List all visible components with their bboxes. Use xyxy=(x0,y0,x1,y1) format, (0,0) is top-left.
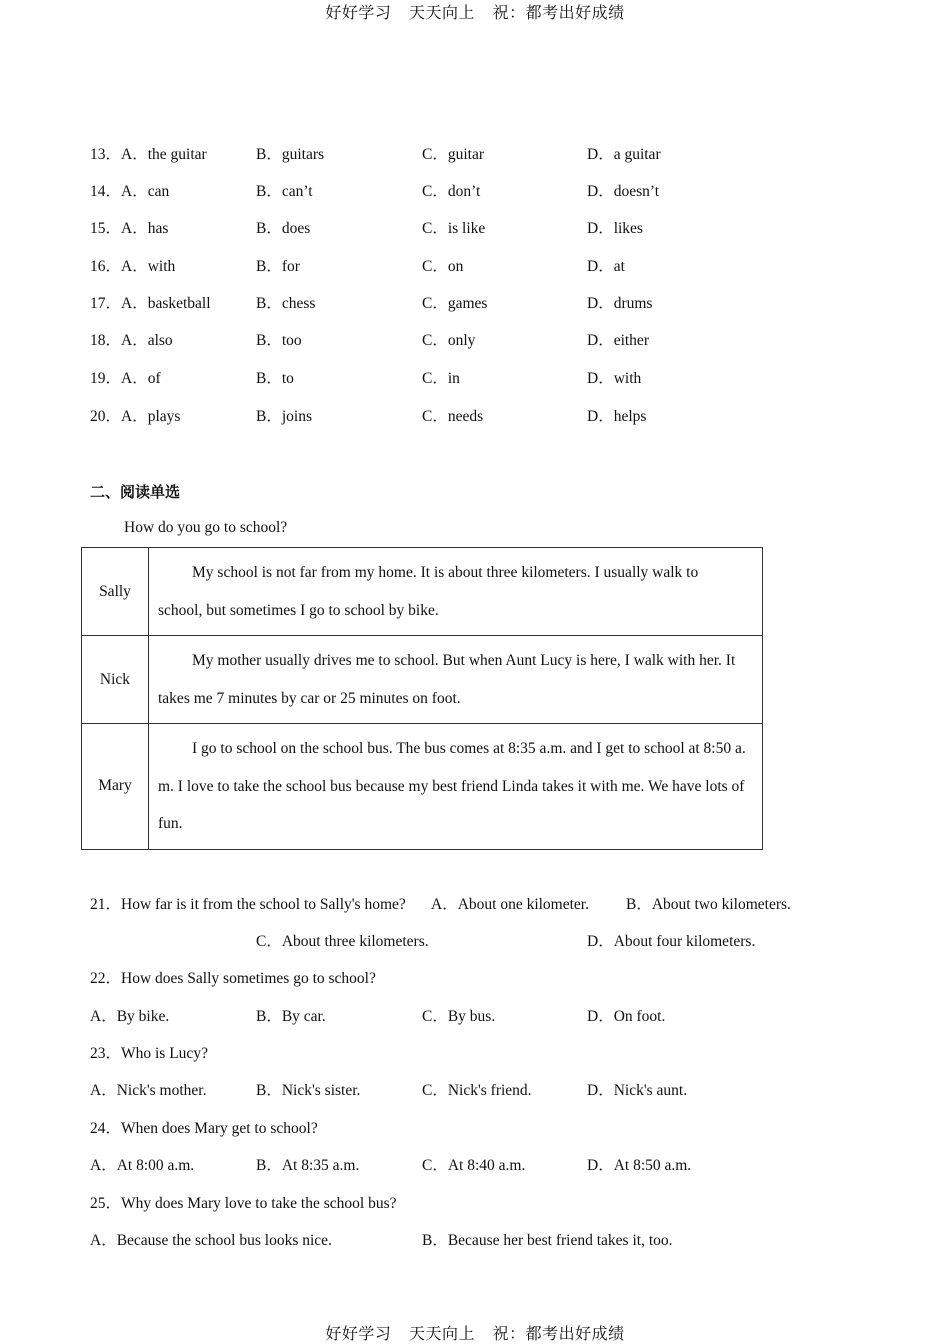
option-b: B．can’t xyxy=(256,183,313,200)
option-a: A．Because the school bus looks nice. xyxy=(90,1232,332,1249)
option-b: B．About two kilometers. xyxy=(626,896,791,913)
option-row xyxy=(90,1156,890,1176)
question-number: 13． xyxy=(90,146,122,163)
option-c: C．only xyxy=(422,332,476,349)
footer-text: 祝：都考出好成绩 xyxy=(492,1324,625,1343)
option-b: B．too xyxy=(256,332,302,349)
option-a xyxy=(90,182,169,202)
header-text: 好好学习 xyxy=(325,3,392,22)
option-c: C．don’t xyxy=(422,183,481,200)
question-stem: 22．How does Sally sometimes go to school? xyxy=(90,970,376,987)
page-footer xyxy=(0,1321,950,1344)
option-a xyxy=(90,407,180,427)
header-text: 祝：都考出好成绩 xyxy=(492,3,625,22)
person-name: Nick xyxy=(82,636,149,724)
option-a: A．At 8:00 a.m. xyxy=(90,1157,195,1174)
option-d: D．doesn’t xyxy=(587,183,660,200)
person-name: Sally xyxy=(82,548,149,636)
option-a: A．About one kilometer. xyxy=(431,896,589,913)
question-number: 16． xyxy=(90,258,122,275)
option-a: A．By bike. xyxy=(90,1008,170,1025)
person-name: Mary xyxy=(82,724,149,850)
option-d: D．helps xyxy=(587,408,647,425)
option-a xyxy=(90,257,175,277)
option-b: B．At 8:35 a.m. xyxy=(256,1157,360,1174)
option-b: B．for xyxy=(256,258,300,275)
table-row xyxy=(82,724,763,850)
option-d: D．drums xyxy=(587,295,653,312)
passage-text-content: My school is not far from my home. It is about three kilometers. I usually walk to school, but sometimes I go to school by bike. xyxy=(158,564,699,619)
question-number: 20． xyxy=(90,408,122,425)
option-c: C．At 8:40 a.m. xyxy=(422,1157,526,1174)
option-b: B．By car. xyxy=(256,1008,326,1025)
option-text: A．the guitar xyxy=(121,146,207,163)
option-row xyxy=(90,407,890,427)
option-c: C．guitar xyxy=(422,146,484,163)
question-number: 17． xyxy=(90,295,122,312)
option-row xyxy=(90,257,890,277)
option-text: A．has xyxy=(121,220,169,237)
option-d: D．a guitar xyxy=(587,146,661,163)
option-text: A．of xyxy=(121,370,161,387)
footer-text: 天天向上 xyxy=(408,1324,475,1343)
table-row xyxy=(82,548,763,636)
footer-text: 好好学习 xyxy=(325,1324,392,1343)
option-b: B．Because her best friend takes it, too. xyxy=(422,1232,673,1249)
option-text: A．plays xyxy=(121,408,181,425)
option-text: A．can xyxy=(121,183,170,200)
header-text: 天天向上 xyxy=(408,3,475,22)
option-c: C．on xyxy=(422,258,464,275)
option-text: A．with xyxy=(121,258,176,275)
option-row xyxy=(90,369,890,389)
option-b: B．chess xyxy=(256,295,316,312)
option-a xyxy=(90,369,161,389)
option-a: A．Nick's mother. xyxy=(90,1082,207,1099)
question-stem: 25．Why does Mary love to take the school bus? xyxy=(90,1195,397,1212)
question-number: 18． xyxy=(90,332,122,349)
option-a xyxy=(90,219,168,239)
option-d: D．Nick's aunt. xyxy=(587,1082,688,1099)
option-c: C．is like xyxy=(422,220,486,237)
option-c: C．About three kilometers. xyxy=(256,933,429,950)
option-d: D．likes xyxy=(587,220,643,237)
question-stem: 21．How far is it from the school to Sally's home? xyxy=(90,896,406,913)
option-a xyxy=(90,145,207,165)
option-row xyxy=(90,182,890,202)
option-c: C．Nick's friend. xyxy=(422,1082,532,1099)
question-stem: 23．Who is Lucy? xyxy=(90,1045,208,1062)
option-a xyxy=(90,331,173,351)
passage-text-content: I go to school on the school bus. The bus comes at 8:35 a.m. and I get to school at 8:50 a. m. I love to take the school bus because my best friend Linda takes it with me. We have lots of fun. xyxy=(158,740,746,832)
question-number: 19． xyxy=(90,370,122,387)
option-d: D．at xyxy=(587,258,625,275)
passage-text-content: My mother usually drives me to school. But when Aunt Lucy is here, I walk with her. It takes me 7 minutes by car or 25 minutes on foot. xyxy=(158,652,736,707)
passage-text xyxy=(149,724,763,850)
option-b: B．guitars xyxy=(256,146,325,163)
option-c: C．By bus. xyxy=(422,1008,496,1025)
option-row xyxy=(90,1081,890,1101)
passage-text xyxy=(149,636,763,724)
option-a xyxy=(90,294,211,314)
option-b: B．joins xyxy=(256,408,312,425)
option-d: D．On foot. xyxy=(587,1008,666,1025)
option-text: A．basketball xyxy=(121,295,211,312)
option-d: D．either xyxy=(587,332,649,349)
option-b: B．to xyxy=(256,370,294,387)
question-stem: 24．When does Mary get to school? xyxy=(90,1120,318,1137)
option-row xyxy=(90,1007,890,1027)
passage-table xyxy=(81,547,763,850)
option-c: C．needs xyxy=(422,408,484,425)
question-number: 15． xyxy=(90,220,122,237)
option-row xyxy=(90,219,890,239)
option-c: C．in xyxy=(422,370,460,387)
option-d: D．with xyxy=(587,370,642,387)
passage-text xyxy=(149,548,763,636)
option-d: D．About four kilometers. xyxy=(587,933,756,950)
option-row xyxy=(90,331,890,351)
page-header xyxy=(0,0,950,23)
option-b: B．Nick's sister. xyxy=(256,1082,361,1099)
table-row xyxy=(82,636,763,724)
option-c: C．games xyxy=(422,295,488,312)
option-b: B．does xyxy=(256,220,311,237)
section-title: 二、阅读单选 xyxy=(90,483,181,501)
option-row xyxy=(90,1231,890,1251)
option-row xyxy=(90,294,890,314)
option-row xyxy=(90,145,890,165)
passage-title: How do you go to school? xyxy=(124,519,288,536)
question-number: 14． xyxy=(90,183,122,200)
option-text: A．also xyxy=(121,332,173,349)
option-d: D．At 8:50 a.m. xyxy=(587,1157,692,1174)
